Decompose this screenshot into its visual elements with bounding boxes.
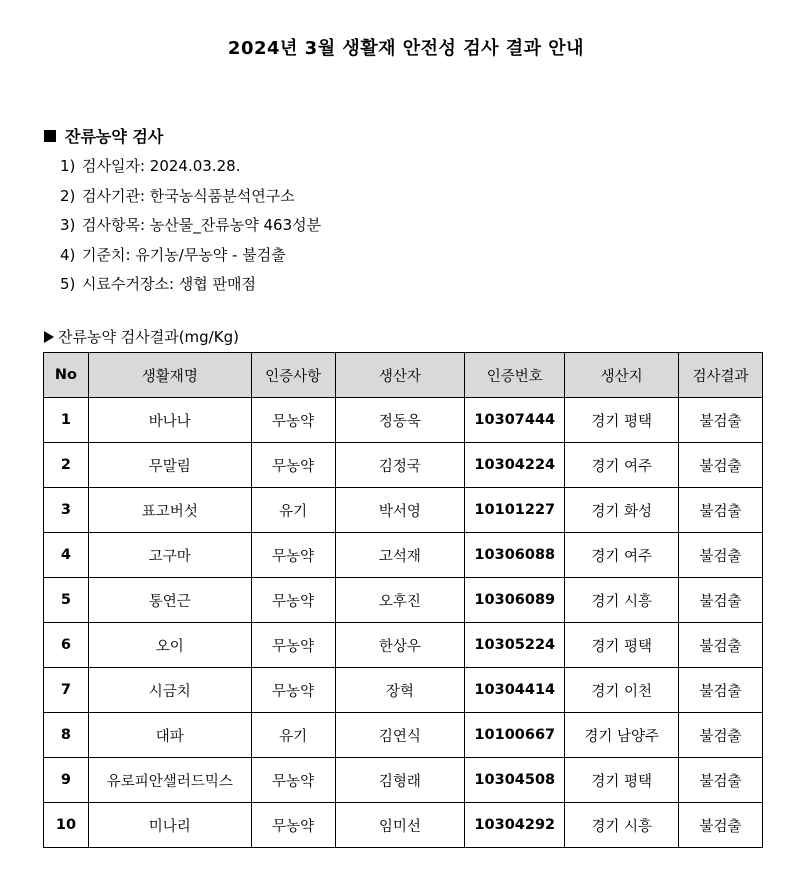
cell-result: 불검출 (679, 578, 763, 623)
cell-cert-number: 10304224 (465, 443, 565, 488)
info-item-text: 검사기관: 한국농식품분석연구소 (82, 186, 295, 205)
table-row (44, 668, 763, 713)
cell-origin: 경기 화성 (565, 488, 679, 533)
cell-origin: 경기 시흥 (565, 578, 679, 623)
results-heading (44, 326, 239, 347)
table-row (44, 398, 763, 443)
cell-producer: 김형래 (335, 758, 465, 803)
cell-result: 불검출 (679, 398, 763, 443)
cell-producer: 박서영 (335, 488, 465, 533)
cell-certification: 무농약 (251, 668, 335, 713)
cell-no: 3 (44, 488, 89, 533)
cell-producer: 김정국 (335, 443, 465, 488)
col-header-certification: 인증사항 (251, 353, 335, 398)
cell-origin: 경기 평택 (565, 623, 679, 668)
table-row (44, 443, 763, 488)
cell-result: 불검출 (679, 758, 763, 803)
info-item-text: 기준치: 유기농/무농약 - 불검출 (82, 245, 286, 264)
col-header-no: No (44, 353, 89, 398)
cell-cert-number: 10306089 (465, 578, 565, 623)
table-row (44, 713, 763, 758)
cell-certification: 무농약 (251, 578, 335, 623)
cell-producer: 오후진 (335, 578, 465, 623)
table-row (44, 533, 763, 578)
cell-certification: 유기 (251, 713, 335, 758)
info-item-text: 검사항목: 농산물_잔류농약 463성분 (82, 216, 322, 234)
cell-cert-number: 10101227 (465, 488, 565, 533)
cell-certification: 무농약 (251, 443, 335, 488)
cell-result: 불검출 (679, 443, 763, 488)
cell-result: 불검출 (679, 668, 763, 713)
cell-origin: 경기 이천 (565, 668, 679, 713)
info-item-text: 검사일자: 2024.03.28. (82, 157, 241, 175)
cell-certification: 무농약 (251, 398, 335, 443)
cell-result: 불검출 (679, 713, 763, 758)
table-row (44, 488, 763, 533)
table-row (44, 758, 763, 803)
cell-producer: 정동욱 (335, 398, 465, 443)
cell-producer: 고석재 (335, 533, 465, 578)
cell-product: 오이 (88, 623, 251, 668)
info-item (60, 270, 321, 300)
cell-result: 불검출 (679, 803, 763, 848)
inspection-info-list (60, 152, 321, 300)
cell-certification: 무농약 (251, 803, 335, 848)
cell-cert-number: 10305224 (465, 623, 565, 668)
cell-cert-number: 10307444 (465, 398, 565, 443)
cell-certification: 무농약 (251, 533, 335, 578)
info-item (60, 152, 321, 182)
info-item (60, 211, 321, 241)
cell-product: 유로피안샐러드믹스 (88, 758, 251, 803)
cell-product: 무말림 (88, 443, 251, 488)
cell-no: 1 (44, 398, 89, 443)
col-header-origin: 생산지 (565, 353, 679, 398)
cell-product: 바나나 (88, 398, 251, 443)
cell-origin: 경기 평택 (565, 398, 679, 443)
cell-origin: 경기 시흥 (565, 803, 679, 848)
page-title: 2024년 3월 생활재 안전성 검사 결과 안내 (227, 38, 585, 59)
cell-certification: 무농약 (251, 623, 335, 668)
col-header-producer: 생산자 (335, 353, 465, 398)
cell-no: 7 (44, 668, 89, 713)
cell-result: 불검출 (679, 533, 763, 578)
cell-producer: 한상우 (335, 623, 465, 668)
cell-no: 10 (44, 803, 89, 848)
info-item-number: 3) (60, 216, 76, 234)
cell-cert-number: 10304292 (465, 803, 565, 848)
cell-no: 4 (44, 533, 89, 578)
cell-origin: 경기 여주 (565, 443, 679, 488)
cell-no: 9 (44, 758, 89, 803)
square-bullet-icon (44, 130, 56, 142)
results-heading-text: 잔류농약 검사결과(mg/Kg) (58, 328, 239, 346)
cell-product: 통연근 (88, 578, 251, 623)
cell-result: 불검출 (679, 623, 763, 668)
cell-origin: 경기 여주 (565, 533, 679, 578)
triangle-bullet-icon (44, 331, 54, 343)
cell-product: 고구마 (88, 533, 251, 578)
col-header-cert-number: 인증번호 (465, 353, 565, 398)
cell-product: 시금치 (88, 668, 251, 713)
col-header-result: 검사결과 (679, 353, 763, 398)
cell-cert-number: 10100667 (465, 713, 565, 758)
table-row (44, 578, 763, 623)
results-table (43, 352, 763, 848)
col-header-product: 생활재명 (88, 353, 251, 398)
table-row (44, 803, 763, 848)
cell-product: 표고버섯 (88, 488, 251, 533)
table-header-row (44, 353, 763, 398)
cell-producer: 김연식 (335, 713, 465, 758)
cell-no: 8 (44, 713, 89, 758)
cell-product: 대파 (88, 713, 251, 758)
info-item-number: 4) (60, 245, 76, 264)
cell-certification: 유기 (251, 488, 335, 533)
cell-certification: 무농약 (251, 758, 335, 803)
cell-origin: 경기 남양주 (565, 713, 679, 758)
cell-origin: 경기 평택 (565, 758, 679, 803)
cell-cert-number: 10306088 (465, 533, 565, 578)
cell-product: 미나리 (88, 803, 251, 848)
cell-producer: 장혁 (335, 668, 465, 713)
table-row (44, 623, 763, 668)
info-item-number: 1) (60, 157, 76, 175)
cell-result: 불검출 (679, 488, 763, 533)
cell-no: 6 (44, 623, 89, 668)
cell-no: 5 (44, 578, 89, 623)
section-heading (44, 124, 163, 147)
cell-no: 2 (44, 443, 89, 488)
info-item-number: 2) (60, 186, 76, 205)
info-item-number: 5) (60, 275, 76, 293)
cell-cert-number: 10304414 (465, 668, 565, 713)
section-heading-text: 잔류농약 검사 (65, 127, 164, 146)
cell-producer: 임미선 (335, 803, 465, 848)
info-item (60, 182, 321, 212)
info-item-text: 시료수거장소: 생협 판매점 (82, 275, 256, 293)
info-item (60, 241, 321, 271)
cell-cert-number: 10304508 (465, 758, 565, 803)
